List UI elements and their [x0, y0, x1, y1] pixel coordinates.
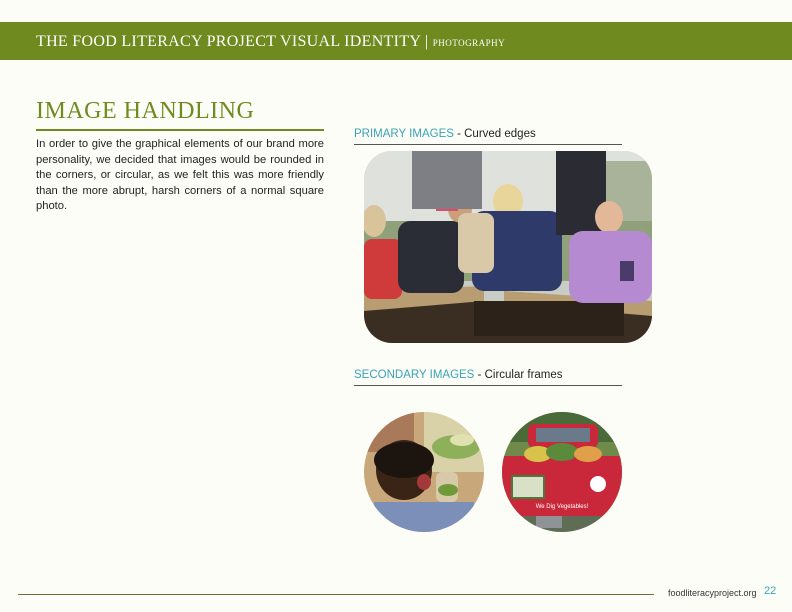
page-number: 22: [764, 585, 777, 597]
primary-images-label: PRIMARY IMAGES - Curved edges: [354, 128, 536, 140]
secondary-photo-truck: [502, 412, 622, 532]
section-body: In order to give the graphical elements of our brand more personality, we decided that images would be rounded in the corners, or circular, as we felt this was more friendly than the more abrupt, harsh corners of a normal square photo.: [36, 138, 324, 212]
secondary-images-label: SECONDARY IMAGES - Circular frames: [354, 369, 563, 381]
heading-underline: [36, 129, 324, 131]
header-banner: [0, 22, 792, 60]
section-heading: IMAGE HANDLING: [36, 98, 255, 124]
secondary-photo-boy: [364, 412, 484, 532]
footer-rule: [18, 594, 654, 595]
footer-url: foodliteracyproject.org: [668, 588, 757, 598]
primary-label-rule: [354, 144, 622, 145]
primary-photo-garden: [364, 151, 652, 343]
header-title: THE FOOD LITERACY PROJECT VISUAL IDENTITY | photography: [36, 33, 506, 50]
secondary-label-rule: [354, 385, 622, 386]
truck-slogan-text: We Dig Vegetables!: [535, 504, 589, 510]
